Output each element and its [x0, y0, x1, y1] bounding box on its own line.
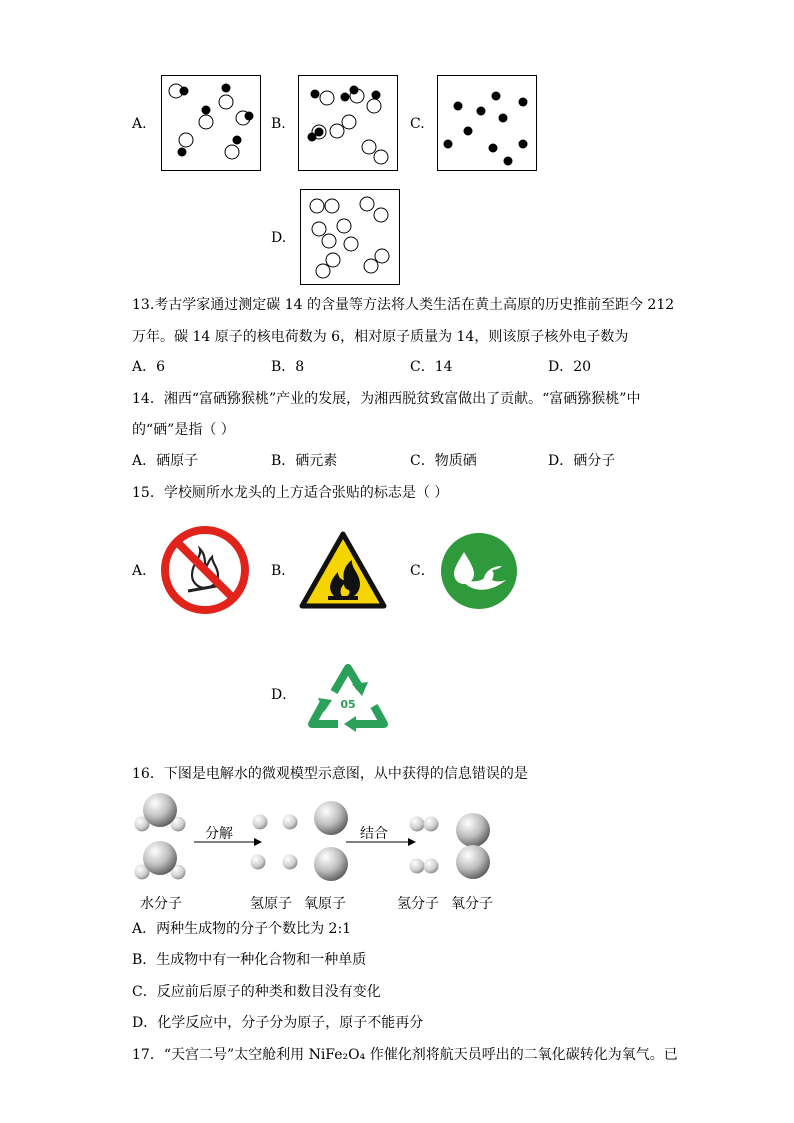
- q17-stem-line1: 17．“天宫二号”太空舱利用 NiFe₂O₄ 作催化剂将航天员呼出的二氧化碳转化为氧气。已: [132, 1047, 678, 1063]
- q16-option-d[interactable]: D．化学反应中，分子分为原子，原子不能再分: [132, 1015, 424, 1031]
- q14-option-c[interactable]: C．物质硒: [410, 453, 477, 469]
- flammable-warning-icon[interactable]: [298, 530, 388, 610]
- q12-option-c-box[interactable]: [437, 75, 537, 171]
- label-oxygen-atom: 氧原子: [304, 896, 346, 912]
- q12-option-b-box[interactable]: [298, 75, 398, 171]
- label-water-molecule: 水分子: [140, 896, 182, 912]
- recycle-icon[interactable]: [304, 658, 392, 738]
- q13-stem-line1: 13.考古学家通过测定碳 14 的含量等方法将人类生活在黄土高原的历史推前至距今 212: [132, 297, 675, 313]
- q16-stem-line1: 16．下图是电解水的微观模型示意图，从中获得的信息错误的是: [132, 766, 528, 782]
- q14-stem-line2: 的“硒”是指（ ）: [132, 422, 235, 438]
- q14-stem-line1: 14．湘西“富硒猕猴桃”产业的发展，为湘西脱贫致富做出了贡献。“富硒猕猴桃”中: [132, 391, 641, 407]
- q12-option-c-label: C.: [410, 116, 425, 132]
- q16-option-a[interactable]: A．两种生成物的分子个数比为 2:1: [132, 921, 352, 937]
- q12-option-d-box[interactable]: [300, 189, 400, 285]
- q12-option-b-label: B.: [271, 116, 286, 132]
- label-hydrogen-atom: 氢原子: [250, 896, 292, 912]
- q16-option-c[interactable]: C．反应前后原子的种类和数目没有变化: [132, 984, 381, 1000]
- no-fire-icon[interactable]: [160, 525, 250, 615]
- q14-option-d[interactable]: D．硒分子: [548, 453, 616, 469]
- q15-option-a-label: A．: [132, 563, 157, 579]
- q13-option-b[interactable]: B．8: [271, 359, 305, 375]
- recycle-code-text: 05: [340, 698, 356, 711]
- q14-option-b[interactable]: B．硒元素: [271, 453, 338, 469]
- q12-option-d-label: D.: [271, 230, 287, 246]
- q13-stem-line2: 万年。碳 14 原子的核电荷数为 6，相对原子质量为 14，则该原子核外电子数为: [132, 329, 629, 345]
- q13-option-d[interactable]: D．20: [548, 359, 592, 375]
- label-oxygen-molecule: 氧分子: [451, 896, 493, 912]
- save-water-icon[interactable]: [440, 532, 518, 610]
- q15-option-b-label: B．: [271, 563, 296, 579]
- particle-diagram-a: [162, 76, 260, 170]
- particle-diagram-b: [299, 76, 397, 170]
- decompose-arrow-label: 分解: [205, 826, 233, 842]
- combine-arrow-label: 结合: [360, 826, 388, 842]
- particle-diagram-c: [438, 76, 536, 170]
- electrolysis-diagram: [130, 790, 510, 890]
- q13-option-a[interactable]: A．6: [132, 359, 166, 375]
- particle-diagram-d: [301, 190, 399, 284]
- q13-option-c[interactable]: C．14: [410, 359, 453, 375]
- q14-option-a[interactable]: A．硒原子: [132, 453, 199, 469]
- q12-option-a-box[interactable]: [161, 75, 261, 171]
- q16-option-b[interactable]: B．生成物中有一种化合物和一种单质: [132, 952, 367, 968]
- q15-option-d-label: D．: [271, 687, 297, 703]
- label-hydrogen-molecule: 氢分子: [397, 896, 439, 912]
- q15-stem-line1: 15．学校厕所水龙头的上方适合张贴的标志是（ ）: [132, 485, 449, 501]
- q15-option-c-label: C．: [410, 563, 435, 579]
- q12-option-a-label: A.: [132, 116, 147, 132]
